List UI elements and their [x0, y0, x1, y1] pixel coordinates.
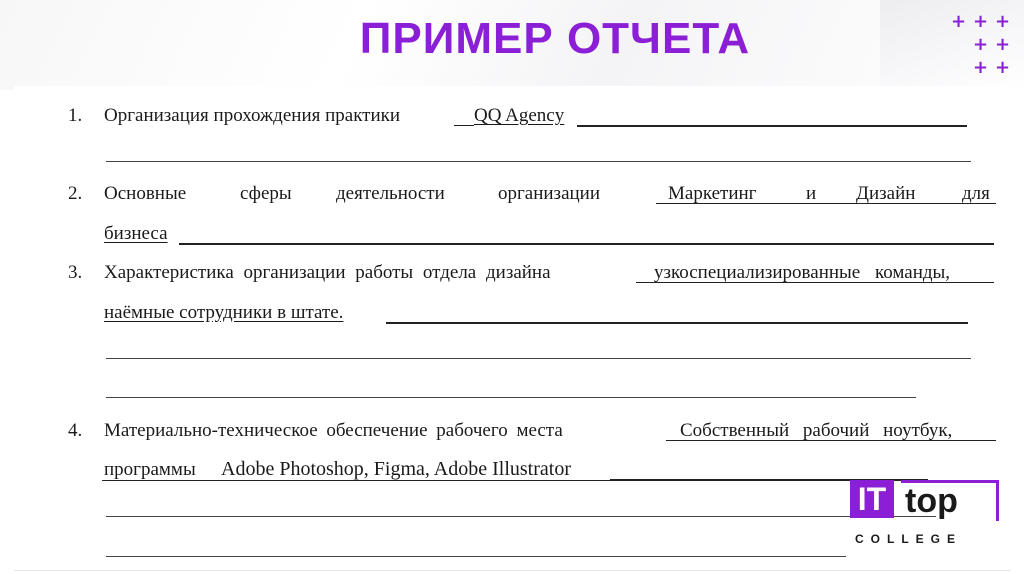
blank-line	[106, 358, 971, 359]
item-value-prefix: программы	[104, 459, 196, 480]
logo-it-text: IT	[857, 481, 887, 517]
blank-line	[106, 161, 971, 162]
item-label: Организация прохождения практики	[104, 105, 401, 126]
item-number: 3.	[68, 262, 83, 283]
plus-icon: +	[995, 11, 1011, 32]
plus-icon: +	[973, 11, 989, 32]
item-value-word: и	[806, 183, 817, 204]
blank-line	[106, 556, 846, 557]
blank-line	[106, 397, 916, 398]
item-value: узкоспециализированные команды,	[654, 262, 951, 283]
item-label-word: деятельности	[336, 183, 445, 204]
item-label-word: организации	[498, 183, 601, 204]
it-top-college-logo	[833, 472, 1003, 552]
underline-rule	[179, 243, 994, 245]
underline-rule	[454, 125, 474, 126]
underline-rule	[386, 322, 968, 324]
item-number: 4.	[68, 420, 83, 441]
item-label: Материально-техническое обеспечение рабочего места	[104, 420, 563, 441]
item-number: 2.	[68, 183, 83, 204]
logo-college-text: COLLEGE	[855, 532, 963, 546]
slide-title: ПРИМЕР ОТЧЕТА	[359, 14, 751, 63]
item-label-word: сферы	[240, 183, 292, 204]
item-value-word: для	[962, 183, 990, 204]
plus-icon: +	[995, 57, 1011, 78]
underline-rule	[577, 125, 967, 127]
item-value-line2: бизнеса	[104, 223, 168, 244]
plus-icon: +	[973, 57, 989, 78]
plus-icon: +	[951, 11, 967, 32]
item-number: 1.	[68, 105, 83, 126]
underline-rule	[102, 480, 622, 481]
item-value-word: Маркетинг	[668, 183, 757, 204]
logo-top-text: top	[905, 482, 958, 520]
plus-icon: +	[973, 34, 989, 55]
item-value: QQ Agency	[474, 105, 565, 126]
item-value-word: Дизайн	[856, 183, 916, 204]
item-value-line2: Adobe Photoshop, Figma, Adobe Illustrator	[221, 458, 571, 480]
item-value: Собственный рабочий ноутбук,	[680, 420, 953, 441]
item-value-line2: наёмные сотрудники в штате.	[104, 302, 344, 323]
item-label: Характеристика организации работы отдела дизайна	[104, 262, 551, 283]
plus-icon: +	[995, 34, 1011, 55]
blank-line	[106, 516, 936, 517]
item-label-word: Основные	[104, 183, 187, 204]
